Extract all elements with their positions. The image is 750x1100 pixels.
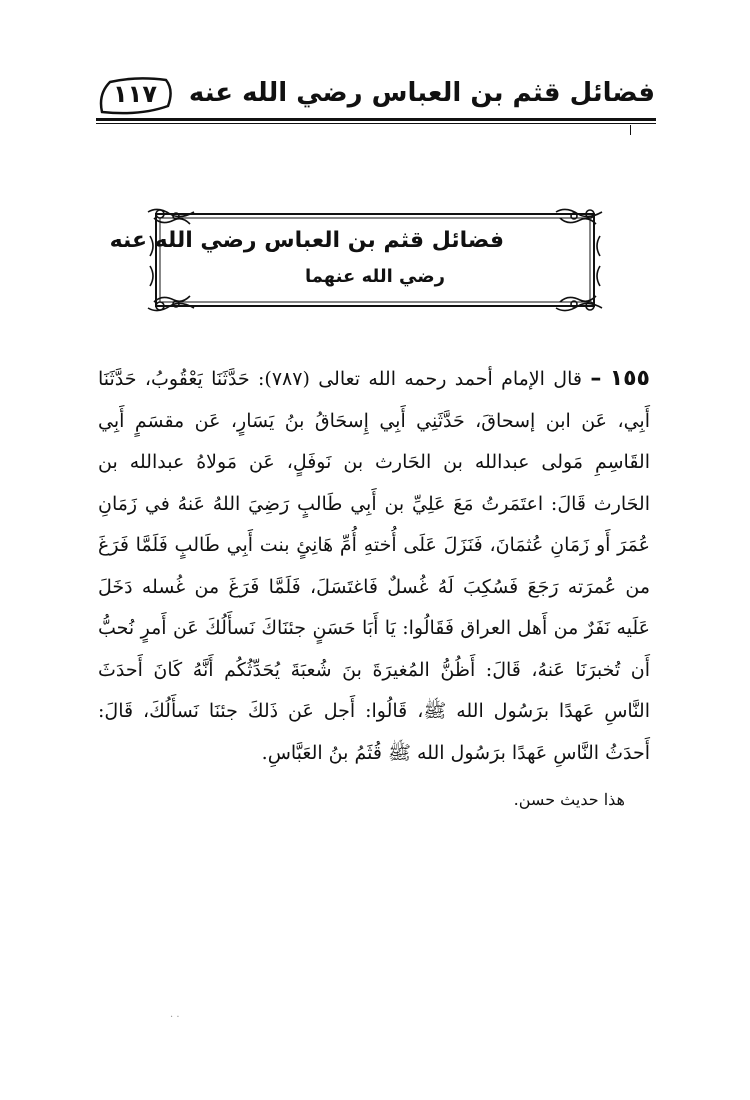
header-rule-tick: [630, 125, 631, 135]
page-number-badge: [96, 76, 174, 116]
scan-speck: · ·: [170, 1012, 180, 1023]
hadith-body: [98, 358, 650, 774]
ornamental-border-icon: [109, 206, 604, 314]
page-number: ١١٧: [113, 80, 157, 108]
header-rule-thick: [96, 118, 656, 121]
header-rule-thin: [96, 123, 656, 124]
hadith-dash: –: [590, 366, 602, 391]
hadith-number: ١٥٥: [609, 366, 650, 391]
running-title: فضائل قثم بن العباس رضي الله عنه: [188, 78, 655, 108]
hadith-grading: هذا حديث حسن.: [513, 790, 625, 809]
section-title-frame: [109, 206, 604, 314]
hadith-text: قال الإمام أحمد رحمه الله تعالى (٧٨٧): حَدَّثَنَا يَعْقُوبُ، حَدَّثَنَا أَبِي، عَن ابن إسحاقَ، حَدَّثَنِي أَبِي إِسحَاقُ بنُ يَسَارٍ، عَن مقسَمٍ أَبِي القَاسِمِ مَولى عبدالله بن الحَارث بن نَوفَلٍ، عَن مَولاهُ عبدالله بن الحَارث قَالَ: اعتَمَرتُ مَعَ عَلِيِّ بن أَبِي طَالبٍ رَضِيَ اللهُ عَنهُ في زَمَانِ عُمَرَ أَو زَمَانِ عُثمَانَ، فَنَزَلَ عَلَى أُختهِ أُمِّ هَانِئٍ بنت أَبِي طَالبٍ فَلَمَّا فَرَغَ من عُمرَته رَجَعَ فَسُكِبَ لَهُ غُسلٌ فَاغتَسَلَ، فَلَمَّا فَرَغَ من غُسله دَخَلَ عَلَيه نَفَرٌ من أَهل العراق فَقَالُوا: يَا أَبَا حَسَنٍ جئنَاكَ نَسأَلُكَ عَن أَمرٍ نُحبُّ أَن تُخبرَنَا عَنهُ، قَالَ: أَظُنُّ المُغيرَةَ بنَ شُعبَةَ يُحَدِّثُكُم أَنَّهُ كَانَ أَحدَثَ النَّاسِ عَهدًا برَسُول الله ﷺ، قَالُوا: أَجل عَن ذَلكَ جئنَا نَسأَلُكَ، قَالَ: أَحدَثُ النَّاسِ عَهدًا برَسُول الله ﷺ قُثَمُ بنُ العَبَّاسِ.: [98, 368, 650, 764]
section-title: فضائل قثم بن العباس رضي الله عنه: [109, 228, 504, 253]
section-subtitle: رضي الله عنهما: [304, 266, 446, 287]
